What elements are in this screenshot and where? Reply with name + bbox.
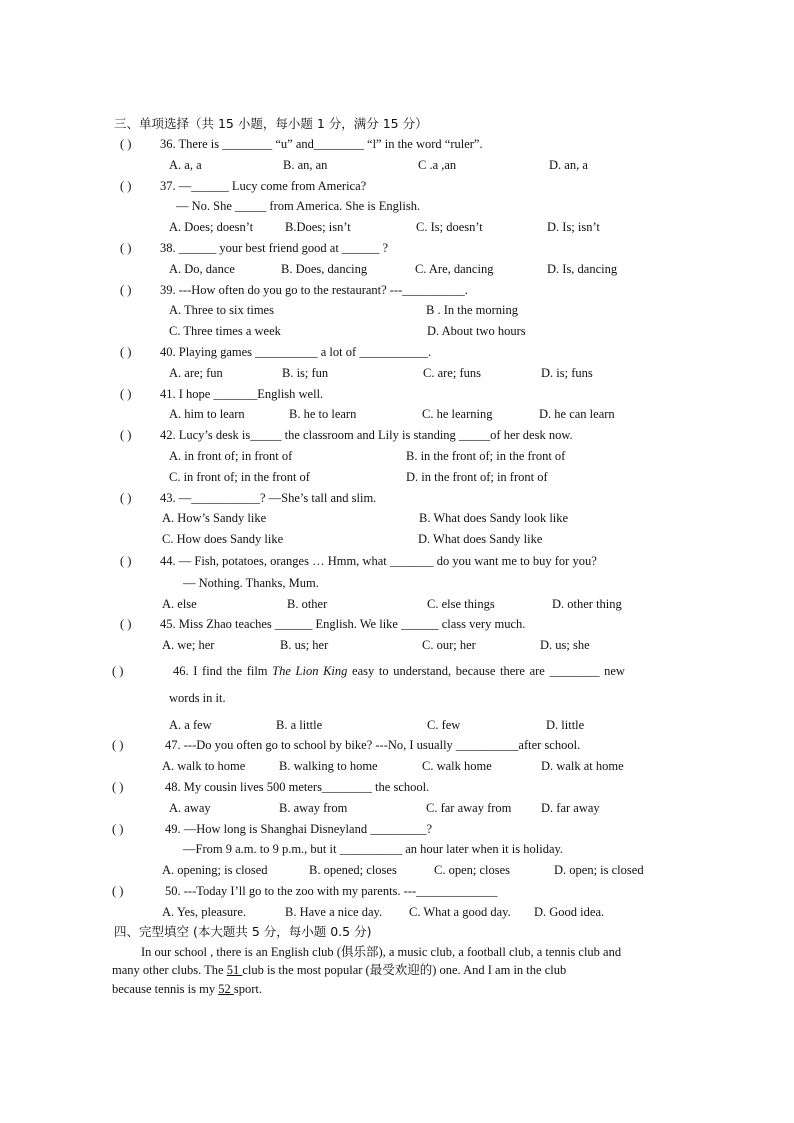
cloze-paragraph-line-3 bbox=[112, 983, 262, 996]
q36-option-c: C .a ,an bbox=[418, 158, 457, 172]
q44-option-a: A. else bbox=[162, 597, 197, 611]
q42-option-d: D. in the front of; in front of bbox=[406, 470, 548, 484]
q37-stem: 37. —______ Lucy come from America? bbox=[160, 179, 367, 193]
q50-option-b: B. Have a nice day. bbox=[285, 905, 383, 919]
q45-stem: 45. Miss Zhao teaches ______ English. We like ______ class very much. bbox=[160, 617, 526, 631]
cloze-paragraph-line-1: In our school , there is an English club (俱乐部), a music club, a football club, a tennis club and bbox=[141, 945, 622, 959]
answer-paren[interactable]: ( ) bbox=[120, 387, 132, 401]
answer-paren[interactable]: ( ) bbox=[112, 780, 124, 794]
q39-option-a: A. Three to six times bbox=[169, 303, 274, 317]
q36-option-d: D. an, a bbox=[549, 158, 588, 172]
answer-paren[interactable]: ( ) bbox=[120, 491, 132, 505]
q41-option-a: A. him to learn bbox=[169, 407, 245, 421]
q46-stem-2: words in it. bbox=[169, 691, 226, 705]
cloze-blank-51[interactable]: 51 bbox=[226, 963, 243, 977]
answer-paren[interactable]: ( ) bbox=[120, 283, 132, 297]
answer-paren[interactable]: ( ) bbox=[120, 179, 132, 193]
q50-option-a: A. Yes, pleasure. bbox=[162, 905, 247, 919]
q46-stem bbox=[173, 665, 625, 678]
q37-option-d: D. Is; isn’t bbox=[547, 220, 600, 234]
answer-paren[interactable]: ( ) bbox=[120, 137, 132, 151]
q45-option-b: B. us; her bbox=[280, 638, 329, 652]
answer-paren[interactable]: ( ) bbox=[112, 738, 124, 752]
q44-stem-2: — Nothing. Thanks, Mum. bbox=[183, 576, 319, 590]
answer-paren[interactable]: ( ) bbox=[112, 884, 124, 898]
q36-option-b: B. an, an bbox=[283, 158, 328, 172]
q43-option-b: B. What does Sandy look like bbox=[419, 511, 569, 525]
q41-option-c: C. he learning bbox=[422, 407, 493, 421]
q36-option-a: A. a, a bbox=[169, 158, 202, 172]
answer-paren[interactable]: ( ) bbox=[112, 822, 124, 836]
q40-option-a: A. are; fun bbox=[169, 366, 223, 380]
q44-option-d: D. other thing bbox=[552, 597, 622, 611]
q47-option-b: B. walking to home bbox=[279, 759, 378, 773]
cloze-text: many other clubs. The bbox=[112, 963, 227, 977]
q50-option-d: D. Good idea. bbox=[534, 905, 605, 919]
answer-paren[interactable]: ( ) bbox=[120, 345, 132, 359]
q46-option-d: D. little bbox=[546, 718, 585, 732]
q50-stem: 50. ---Today I’ll go to the zoo with my parents. ---_____________ bbox=[165, 884, 498, 898]
q38-stem: 38. ______ your best friend good at ______ ? bbox=[160, 241, 389, 255]
answer-paren[interactable]: ( ) bbox=[120, 617, 132, 631]
q39-option-c: C. Three times a week bbox=[169, 324, 281, 338]
q47-option-c: C. walk home bbox=[422, 759, 492, 773]
q42-stem: 42. Lucy’s desk is_____ the classroom and Lily is standing _____of her desk now. bbox=[160, 428, 573, 442]
q46-option-b: B. a little bbox=[276, 718, 323, 732]
cloze-text: club is the most popular (最受欢迎的) one. And I am in the club bbox=[242, 963, 567, 977]
cloze-text: sport. bbox=[233, 982, 262, 996]
q48-option-a: A. away bbox=[169, 801, 211, 815]
q44-stem: 44. — Fish, potatoes, oranges … Hmm, what _______ do you want me to buy for you? bbox=[160, 554, 597, 568]
q47-option-a: A. walk to home bbox=[162, 759, 246, 773]
q49-option-d: D. open; is closed bbox=[554, 863, 644, 877]
q40-option-d: D. is; funs bbox=[541, 366, 593, 380]
q37-option-b: B.Does; isn’t bbox=[285, 220, 351, 234]
cloze-text: because tennis is my bbox=[112, 982, 219, 996]
q44-option-c: C. else things bbox=[427, 597, 495, 611]
q38-option-d: D. Is, dancing bbox=[547, 262, 618, 276]
cloze-blank-52[interactable]: 52 bbox=[218, 982, 234, 996]
q44-option-b: B. other bbox=[287, 597, 328, 611]
q42-option-a: A. in front of; in front of bbox=[169, 449, 293, 463]
answer-paren[interactable]: ( ) bbox=[120, 554, 132, 568]
q41-option-b: B. he to learn bbox=[289, 407, 357, 421]
q47-option-d: D. walk at home bbox=[541, 759, 624, 773]
answer-paren[interactable]: ( ) bbox=[112, 664, 124, 678]
q49-option-b: B. opened; closes bbox=[309, 863, 397, 877]
q38-option-a: A. Do, dance bbox=[169, 262, 235, 276]
q48-option-c: C. far away from bbox=[426, 801, 512, 815]
q46-option-a: A. a few bbox=[169, 718, 212, 732]
q43-stem: 43. —___________? —She’s tall and slim. bbox=[160, 491, 377, 505]
q45-option-c: C. our; her bbox=[422, 638, 476, 652]
q38-option-b: B. Does, dancing bbox=[281, 262, 368, 276]
q48-stem: 48. My cousin lives 500 meters________ the school. bbox=[165, 780, 430, 794]
section-4-heading: 四、完型填空 (本大题共 5 分，每小题 0.5 分) bbox=[114, 924, 372, 939]
q42-option-b: B. in the front of; in the front of bbox=[406, 449, 566, 463]
q49-option-a: A. opening; is closed bbox=[162, 863, 268, 877]
q46-stem-post: easy to understand, because there are ________ new bbox=[347, 664, 625, 678]
q49-stem-2: —From 9 a.m. to 9 p.m., but it __________ an hour later when it is holiday. bbox=[183, 842, 564, 856]
q36-stem: 36. There is ________ “u” and________ “l” in the word “ruler”. bbox=[160, 137, 483, 151]
q41-option-d: D. he can learn bbox=[539, 407, 615, 421]
cloze-paragraph-line-2 bbox=[112, 964, 566, 977]
q41-stem: 41. I hope _______English well. bbox=[160, 387, 324, 401]
q43-option-c: C. How does Sandy like bbox=[162, 532, 284, 546]
q48-option-d: D. far away bbox=[541, 801, 600, 815]
q39-option-d: D. About two hours bbox=[427, 324, 526, 338]
q46-stem-pre: 46. I find the film bbox=[173, 664, 273, 678]
q38-option-c: C. Are, dancing bbox=[415, 262, 494, 276]
q45-option-d: D. us; she bbox=[540, 638, 590, 652]
q37-option-c: C. Is; doesn’t bbox=[416, 220, 483, 234]
q39-stem: 39. ---How often do you go to the restaurant? ---__________. bbox=[160, 283, 468, 297]
q47-stem: 47. ---Do you often go to school by bike? ---No, I usually __________after school. bbox=[165, 738, 581, 752]
q46-film-title: The Lion King bbox=[272, 664, 348, 678]
q40-option-c: C. are; funs bbox=[423, 366, 481, 380]
q43-option-a: A. How’s Sandy like bbox=[162, 511, 267, 525]
q45-option-a: A. we; her bbox=[162, 638, 215, 652]
section-3-heading: 三、单项选择（共 15 小题，每小题 1 分，满分 15 分） bbox=[114, 116, 428, 131]
q40-option-b: B. is; fun bbox=[282, 366, 329, 380]
q46-option-c: C. few bbox=[427, 718, 461, 732]
q50-option-c: C. What a good day. bbox=[409, 905, 511, 919]
q49-option-c: C. open; closes bbox=[434, 863, 511, 877]
q40-stem: 40. Playing games __________ a lot of ___________. bbox=[160, 345, 432, 359]
answer-paren[interactable]: ( ) bbox=[120, 241, 132, 255]
q49-stem: 49. —How long is Shanghai Disneyland _________? bbox=[165, 822, 432, 836]
q37-stem-2: — No. She _____ from America. She is English. bbox=[176, 199, 421, 213]
q37-option-a: A. Does; doesn’t bbox=[169, 220, 254, 234]
q43-option-d: D. What does Sandy like bbox=[418, 532, 543, 546]
q42-option-c: C. in front of; in the front of bbox=[169, 470, 310, 484]
q39-option-b: B . In the morning bbox=[426, 303, 519, 317]
q48-option-b: B. away from bbox=[279, 801, 348, 815]
answer-paren[interactable]: ( ) bbox=[120, 428, 132, 442]
